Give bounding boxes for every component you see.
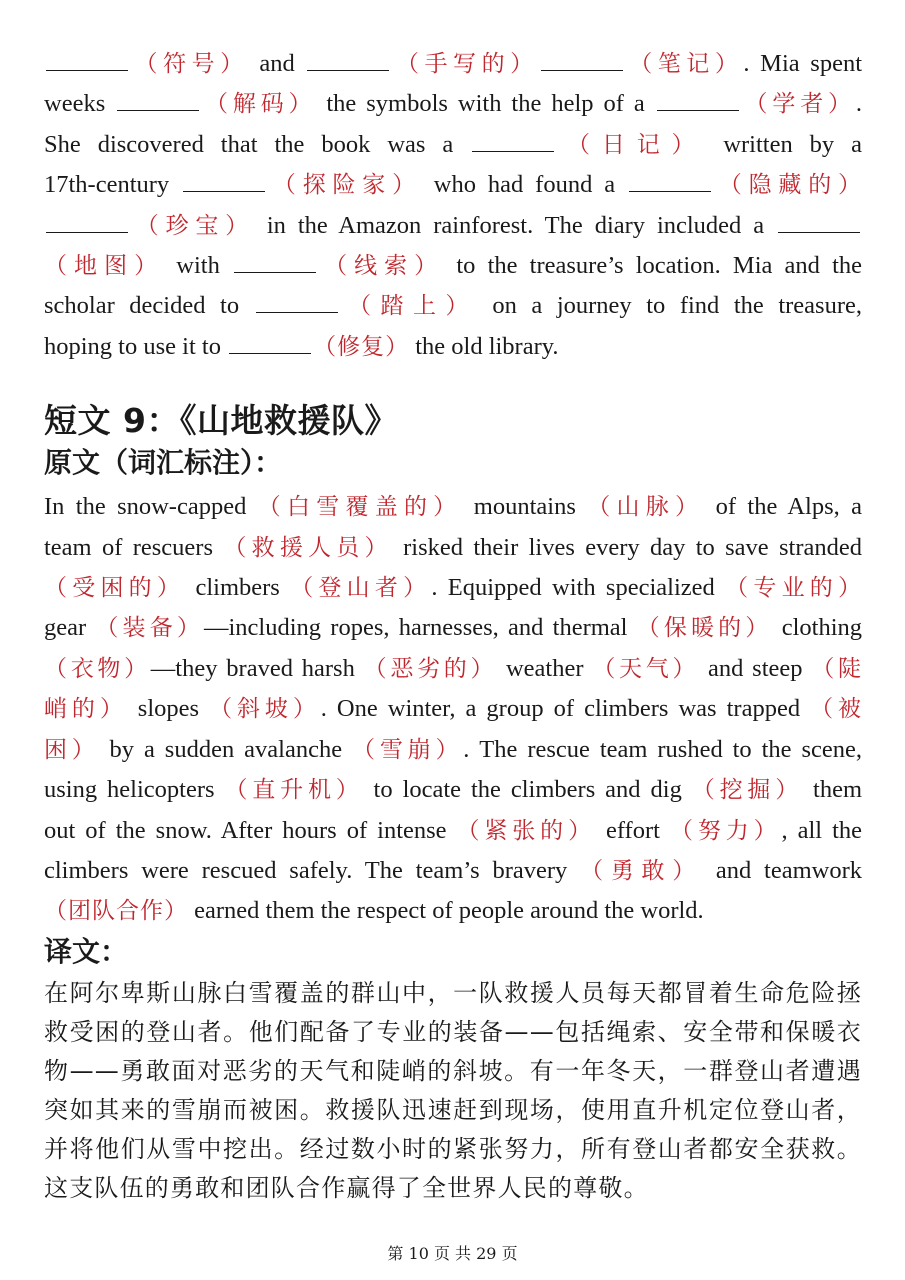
gloss-annotation: （解码） (201, 91, 317, 118)
gloss-annotation: 困） (44, 736, 100, 763)
english-text: of the Alps, a (704, 493, 862, 521)
english-text: scholar decided to (44, 292, 254, 320)
gloss-annotation: （专业的） (725, 575, 863, 602)
english-text: She discovered that the book was a (44, 130, 471, 158)
english-text: —including ropes, harnesses, and thermal (203, 614, 637, 642)
gloss-annotation: （笔记） (624, 51, 744, 77)
text-line (44, 487, 862, 527)
english-text: . One winter, a group of climbers was trapped (320, 695, 811, 723)
gloss-annotation: （紧张的） (456, 817, 596, 844)
english-text: the old library. (409, 332, 559, 360)
english-text: and steep (699, 654, 812, 682)
english-text: with (164, 252, 233, 280)
gloss-annotation: （修复） (313, 333, 410, 360)
english-text: . (855, 90, 863, 118)
fill-in-blank (307, 48, 389, 71)
gloss-annotation: （努力） (669, 817, 782, 844)
english-text: by a sudden avalanche (99, 735, 353, 763)
gloss-annotation: （手写的） (391, 51, 539, 77)
english-text: slopes (127, 695, 210, 723)
english-text: —they braved harsh (150, 654, 364, 682)
gloss-annotation: （衣物） (44, 655, 151, 682)
english-text: effort (595, 816, 670, 844)
fill-in-blank (472, 129, 554, 152)
gloss-annotation: （恶劣的） (363, 655, 498, 682)
english-text: weather (497, 654, 593, 682)
english-text: and (248, 50, 306, 77)
gloss-annotation: （斜坡） (209, 696, 321, 723)
english-text: them (803, 776, 862, 804)
english-text: written by a (706, 130, 862, 158)
gloss-annotation: （登山者） (290, 575, 432, 602)
english-text: out of the snow. After hours of intense (44, 816, 457, 844)
gloss-annotation: （符号） (130, 51, 249, 77)
english-text: climbers (185, 574, 291, 602)
gloss-annotation: 峭的） (44, 696, 128, 723)
gloss-annotation: （挖掘） (691, 777, 804, 804)
gloss-annotation: （勇敢） (580, 857, 703, 884)
english-text: on a journey to find the treasure, (477, 292, 862, 320)
gloss-annotation: （受困的） (44, 575, 186, 602)
english-text: climbers were rescued safely. The team’s bravery (44, 856, 581, 884)
text-line (44, 568, 862, 608)
gloss-annotation: （装备） (95, 615, 204, 642)
fill-in-blank (234, 250, 316, 273)
english-text: clothing (772, 614, 863, 642)
passage-9-translation: 在阿尔卑斯山脉白雪覆盖的群山中，一队救援人员每天都冒着生命危险拯救受困的登山者。他们配备了专业的装备——包括绳索、安全带和保暖衣物——勇敢面对恶劣的天气和陡峭的斜坡。有一年冬天，一群登山者遭遇突如其来的雪崩而被困。救援队迅速赶到现场，使用直升机定位登山者，并将他们从雪中挖出。经过数小时的紧张努力，所有登山者都安全获救。这支队伍的勇敢和团队合作赢得了全世界人民的尊敬。 (44, 978, 862, 1202)
english-text: weeks (44, 90, 116, 118)
translation-heading: 译文： (44, 934, 129, 968)
gloss-annotation: （救援人员） (223, 534, 393, 561)
gloss-annotation: （地图） (44, 253, 165, 280)
fill-in-blank (256, 290, 338, 313)
gloss-annotation: （陡 (811, 655, 863, 682)
gloss-annotation: （雪崩） (352, 736, 464, 763)
document-page (44, 44, 862, 1208)
fill-in-blank (657, 88, 739, 111)
english-text: mountains (462, 493, 588, 521)
gloss-annotation: （珍宝） (130, 212, 255, 239)
english-text: . Equipped with specialized (431, 574, 726, 602)
text-line (44, 730, 862, 770)
gloss-annotation: （日记） (556, 131, 707, 158)
fill-in-blank (229, 331, 311, 354)
english-text: and teamwork (702, 856, 863, 884)
text-line (44, 44, 862, 84)
text-line (44, 286, 862, 326)
english-text: team of rescuers (44, 533, 224, 561)
fill-in-blank (629, 169, 711, 192)
english-text: the symbols with the help of a (316, 90, 655, 118)
gloss-annotation: （线索） (318, 253, 445, 280)
gloss-annotation: （山脉） (587, 494, 705, 521)
fill-in-blank (541, 48, 623, 71)
gloss-annotation: （直升机） (224, 777, 364, 804)
text-line (44, 327, 862, 367)
text-line (44, 125, 862, 165)
english-text: risked their lives every day to save stranded (392, 533, 863, 561)
english-text: In the snow-capped (44, 493, 258, 521)
fill-in-blank (117, 88, 199, 111)
english-text: 17th-century (44, 171, 182, 199)
passage-9-title: 短文 9：《山地救援队》 (44, 401, 398, 441)
text-line (44, 891, 862, 931)
english-text: gear (44, 614, 96, 642)
english-text: to the treasure’s location. Mia and the (444, 252, 863, 280)
fill-in-blank (46, 48, 128, 71)
fill-in-blank (778, 210, 860, 233)
gloss-annotation: （隐藏的） (713, 172, 863, 199)
text-line (44, 246, 862, 286)
fill-in-blank (46, 210, 128, 233)
english-text: who had found a (421, 171, 628, 199)
gloss-annotation: （探险家） (267, 172, 422, 199)
gloss-annotation: （学者） (740, 91, 856, 118)
fill-in-blank (183, 169, 265, 192)
page-number: 第 10 页 共 29 页 (387, 1244, 518, 1263)
text-line (44, 84, 862, 124)
gloss-annotation: （天气） (592, 655, 700, 682)
passage-9-original (44, 487, 862, 931)
gloss-annotation: （白雪覆盖的） (257, 494, 463, 521)
text-line (44, 811, 862, 851)
passage-8-continuation (44, 44, 862, 367)
english-text: . The rescue team rushed to the scene, (463, 735, 863, 763)
gloss-annotation: （踏上） (339, 293, 478, 320)
text-line (44, 528, 862, 568)
text-line (44, 608, 862, 648)
text-line (44, 165, 862, 205)
gloss-annotation: （保暖的） (636, 615, 773, 642)
original-heading: 原文（词汇标注）： (44, 446, 283, 480)
english-text: in the Amazon rainforest. The diary included a (254, 211, 777, 239)
english-text: using helicopters (44, 776, 225, 804)
english-text: hoping to use it to (44, 332, 228, 360)
gloss-annotation: （被 (810, 696, 863, 723)
english-text: to locate the climbers and dig (363, 776, 692, 804)
english-text: , all the (781, 816, 863, 844)
text-line (44, 649, 862, 689)
text-line (44, 689, 862, 729)
text-line (44, 206, 862, 246)
text-line (44, 770, 862, 810)
english-text: . Mia spent (743, 50, 863, 77)
gloss-annotation: （团队合作） (44, 898, 188, 925)
text-line (44, 851, 862, 891)
english-text: earned them the respect of people around the world. (188, 897, 704, 925)
